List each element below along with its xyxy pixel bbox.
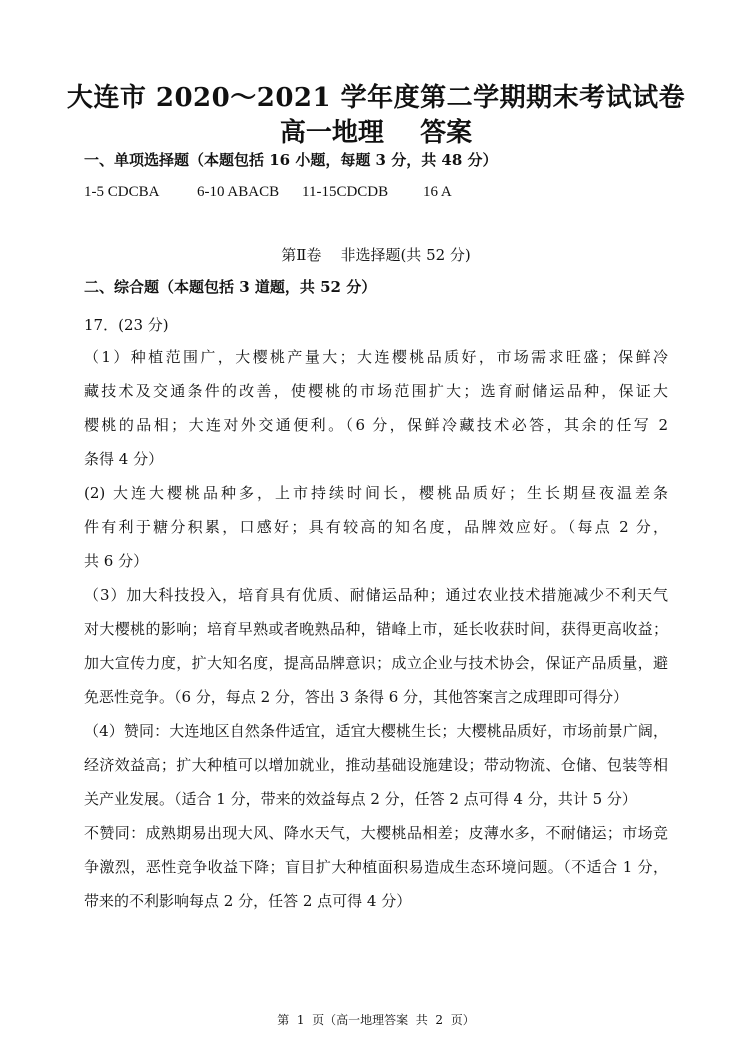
answer-line: 不赞同：成熟期易出现大风、降水天气，大樱桃品相差；皮薄水多，不耐储运；市场竞 xyxy=(84,824,668,842)
answer-line: 关产业发展。（适合 1 分，带来的效益每点 2 分，任答 2 点可得 4 分，共计 5 分） xyxy=(84,790,637,808)
part2-title: 第Ⅱ卷 非选择题(共 52 分) xyxy=(281,246,471,264)
answer-line: 对大樱桃的影响；培育早熟或者晚熟品种，错峰上市，延长收获时间，获得更高收益； xyxy=(84,620,668,638)
exam-subtitle: 高一地理 答案 xyxy=(279,118,473,148)
answer-line: 带来的不利影响每点 2 分，任答 2 点可得 4 分） xyxy=(84,892,412,910)
answer-line: 免恶性竞争。（6 分，每点 2 分，答出 3 条得 6 分，其他答案言之成理即可得分） xyxy=(84,688,629,706)
answer-line: 经济效益高；扩大种植可以增加就业，推动基础设施建设；带动物流、仓储、包装等相 xyxy=(84,756,668,774)
answer-line: 樱桃的品相；大连对外交通便利。（6 分，保鲜冷藏技术必答，其余的任写 2 xyxy=(84,416,668,434)
section2-heading: 二、综合题（本题包括 3 道题，共 52 分） xyxy=(84,278,377,296)
answer-line: （1）种植范围广，大樱桃产量大；大连樱桃品质好，市场需求旺盛；保鲜冷 xyxy=(84,348,668,366)
answer-line: （4）赞同：大连地区自然条件适宜，适宜大樱桃生长；大樱桃品质好，市场前景广阔， xyxy=(84,722,668,740)
choice-answers xyxy=(84,181,452,203)
section1-heading: 一、单项选择题（本题包括 16 小题，每题 3 分，共 48 分） xyxy=(84,151,498,169)
answer-group: 11-15CDCDB xyxy=(302,184,389,200)
answer-group: 1-5 CDCBA xyxy=(84,184,160,200)
answer-line: 争激烈，恶性竞争收益下降；盲目扩大种植面积易造成生态环境问题。（不适合 1 分， xyxy=(84,858,668,876)
question17-header: 17．(23 分) xyxy=(84,316,169,334)
answer-line: 件有利于糖分积累，口感好；具有较高的知名度，品牌效应好。（每点 2 分， xyxy=(84,518,668,536)
page-footer: 第 1 页（高一地理答案 共 2 页） xyxy=(277,1013,475,1027)
answer-line: 共 6 分） xyxy=(84,552,149,570)
answer-group: 6-10 ABACB xyxy=(197,184,280,200)
answer-line: (2) 大连大樱桃品种多，上市持续时间长，樱桃品质好；生长期昼夜温差条 xyxy=(84,484,668,502)
answer-line: 藏技术及交通条件的改善，使樱桃的市场范围扩大；选育耐储运品种，保证大 xyxy=(84,382,668,400)
answer-group: 16 A xyxy=(423,184,452,200)
answer-line: （3）加大科技投入，培育具有优质、耐储运品种；通过农业技术措施减少不利天气 xyxy=(84,586,668,604)
exam-title: 大连市 2020～2021 学年度第二学期期末考试试卷 xyxy=(66,83,686,113)
answer-line: 加大宣传力度，扩大知名度，提高品牌意识；成立企业与技术协会，保证产品质量，避 xyxy=(84,654,668,672)
answer-line: 条得 4 分） xyxy=(84,450,164,468)
